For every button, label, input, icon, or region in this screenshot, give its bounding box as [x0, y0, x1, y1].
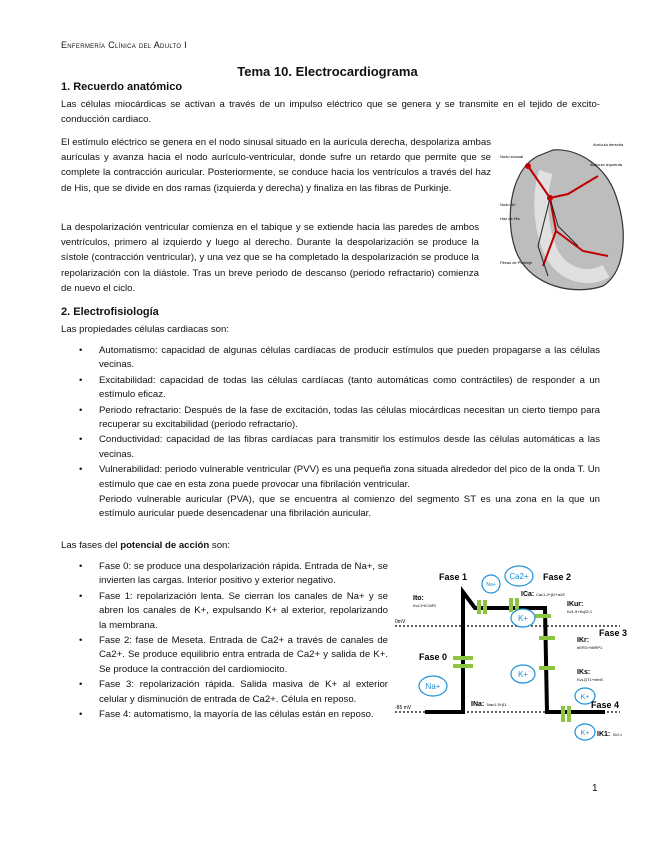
channel-ito-b	[483, 600, 487, 614]
phases-intro-b: potencial de acción	[120, 540, 210, 551]
list-item: • Excitabilidad: capacidad de todas las células cardíacas (tanto automáticas como contráctiles) de responder a un estímulo eficaz.	[61, 374, 600, 403]
list-item: • Conductividad: capacidad de las fibras cardíacas para transmitir los estímulos desde las células automáticas a las vecinas.	[61, 433, 600, 462]
ito-label: Ito:	[413, 595, 424, 602]
channel-ikr	[539, 636, 555, 640]
list-item: • Vulnerabilidad: periodo vulnerable ventricular (PVV) es una pequeña zona situada alrededor del pico de la onda T. Un estímulo que cae en esta zona puede provocar una fibrilación ventricular.	[61, 463, 600, 492]
phase-3-label: Fase 3	[599, 628, 628, 638]
phase-4-label: Fase 4	[591, 700, 620, 710]
action-potential-figure	[395, 562, 635, 750]
label-haz-his: Haz de His	[500, 216, 520, 221]
list-item: • Automatismo: capacidad de algunas células cardíacas de producir estímulos que pueden propagarse a las células vecinas.	[61, 344, 600, 373]
ikr-label: IKr:	[577, 637, 590, 644]
label-nodo-sinusal: Nodo sinusal	[500, 154, 524, 159]
na-ion-label: Na+	[425, 682, 441, 691]
list-item: • Fase 3: repolarización rápida. Salida masiva de K+ al exterior celular y disminución de entrada de Ca2+. Célula en reposo.	[61, 678, 388, 707]
iks-label: IKs:	[577, 669, 591, 676]
paragraph-ventricular-depolarization: La despolarización ventricular comienza en el tabique y se extiende hacia las paredes de ambos ventrículos, primero al izquierdo y luego al derecho. Durante la despolarización se produce la sístole (contracción ventricular), y una vez que se ha completado la despolarización se produce la repolarización con la diástole. Tras un breve periodo de descanso (periodo refractario) comienza de nuevo el ciclo.	[61, 222, 479, 294]
label-nodo-av: Nodo AV	[500, 202, 516, 207]
k-ion-label-1: K+	[517, 614, 529, 623]
label-0mv: 0mV	[395, 619, 406, 625]
channel-ina-bottom	[453, 664, 473, 668]
label-auricula-izquierda: Aurícula izquierda	[590, 162, 623, 167]
ikr-sub: hERG+MiRP1	[577, 645, 603, 650]
ica-label: ICa:	[521, 591, 535, 598]
k-ion-label-2: K+	[517, 670, 529, 679]
channel-ina-top	[453, 656, 473, 660]
running-header: Enfermería Clínica del Adulto I	[61, 40, 187, 50]
pva-paragraph: Periodo vulnerable auricular (PVA), que se encuentra al comienzo del segmento ST es una zona en la que un estímulo auricular puede desencadenar una fibrilación auricular.	[99, 494, 600, 520]
av-node-marker	[547, 195, 553, 201]
channel-ito	[477, 600, 481, 614]
ik1-label: IK1:	[597, 731, 611, 738]
k-ion-label-3: K+	[580, 694, 590, 701]
list-item: • Fase 2: fase de Meseta. Entrada de Ca2+ a través de canales de Ca2+. Se produce equilibrio entra entrada de Ca2+ y salida de K+. Se produce la contracción del cardiomiocito.	[61, 634, 388, 677]
paragraph-sinus-node: El estímulo eléctrico se genera en el nodo sinusal situado en la aurícula derecha, despolariza ambas aurículas y avanza hacia el nodo aurículo-ventricular, donde sufre un retardo que permite que se complete la contracción auricular. Posteriormente, se conduce hacia los ventrículos a través del haz de His, que se divide en dos ramas (izquierda y derecha) y finaliza en las fibras de Purkinje.	[61, 137, 491, 194]
sinus-node-marker	[525, 163, 531, 169]
label-auricula-derecha: Aurícula derecha	[593, 142, 624, 147]
iks-sub: KvLQT1+minK	[577, 677, 604, 682]
phases-intro-c: son:	[209, 540, 231, 551]
phase-0-label: Fase 0	[419, 652, 448, 662]
channel-ik1	[561, 706, 565, 722]
page-title: Tema 10. Electrocardiograma	[237, 64, 418, 79]
phase-2-label: Fase 2	[543, 572, 572, 582]
paragraph-intro: Las células miocárdicas se activan a través de un impulso eléctrico que se genera y se transmite en el tejido de excito-conducción cardiaco.	[61, 99, 600, 126]
channel-iks	[539, 666, 555, 670]
section-heading-anatomy: 1. Recuerdo anatómico	[61, 81, 183, 93]
list-item: • Fase 1: repolarización lenta. Se cierran los canales de Na+ y se abren los canales de K+, expulsando K+ al exterior, repolarizando la membrana.	[61, 590, 388, 633]
section-heading-electrophysiology: 2. Electrofisiología	[61, 306, 159, 318]
phases-intro-a: Las fases del	[61, 540, 121, 551]
channel-ikur	[535, 614, 551, 618]
na-ion-small-label: Na+	[486, 582, 496, 588]
phase-1-label: Fase 1	[439, 572, 468, 582]
channel-ik1-b	[567, 706, 571, 722]
properties-list	[61, 344, 600, 522]
properties-intro: Las propiedades células cardiacas son:	[61, 324, 229, 335]
ina-sub: Nav1.5+β1	[487, 702, 507, 707]
phases-list	[61, 560, 388, 723]
ica-sub: Cav1.2+β2+α2δ	[536, 592, 565, 597]
ikur-label: IKur:	[567, 601, 584, 608]
list-item: • Fase 4: automatismo, la mayoría de las células están en reposo.	[61, 708, 388, 722]
ca-ion-label: Ca2+	[509, 572, 529, 581]
phases-intro	[61, 538, 461, 553]
list-item: • Periodo refractario: Después de la fase de excitación, todas las células miocárdicas necesitan un cierto tiempo para recuperar su excitabilidad (periodo refractario).	[61, 404, 600, 433]
k-ion-label-4: K+	[580, 730, 590, 737]
heart-conduction-figure	[498, 136, 630, 300]
label-rest-mv: -85 mV	[395, 705, 412, 711]
list-item: • Fase 0: se produce una despolarización rápida. Entrada de Na+, se invierten las cargas. Interior positivo y exterior negativo.	[61, 560, 388, 589]
ito-sub: Kv4.3+KChIP2	[413, 604, 437, 608]
ikur-sub: Kv1.5+Kvβ2.1	[567, 609, 593, 614]
page-number: 1	[592, 783, 598, 794]
channel-ica	[509, 598, 513, 612]
ik1-sub: Kir2.x	[613, 733, 622, 737]
ina-label: INa:	[471, 701, 485, 708]
label-fibras-purkinje: Fibras de Purkinje	[500, 260, 533, 265]
